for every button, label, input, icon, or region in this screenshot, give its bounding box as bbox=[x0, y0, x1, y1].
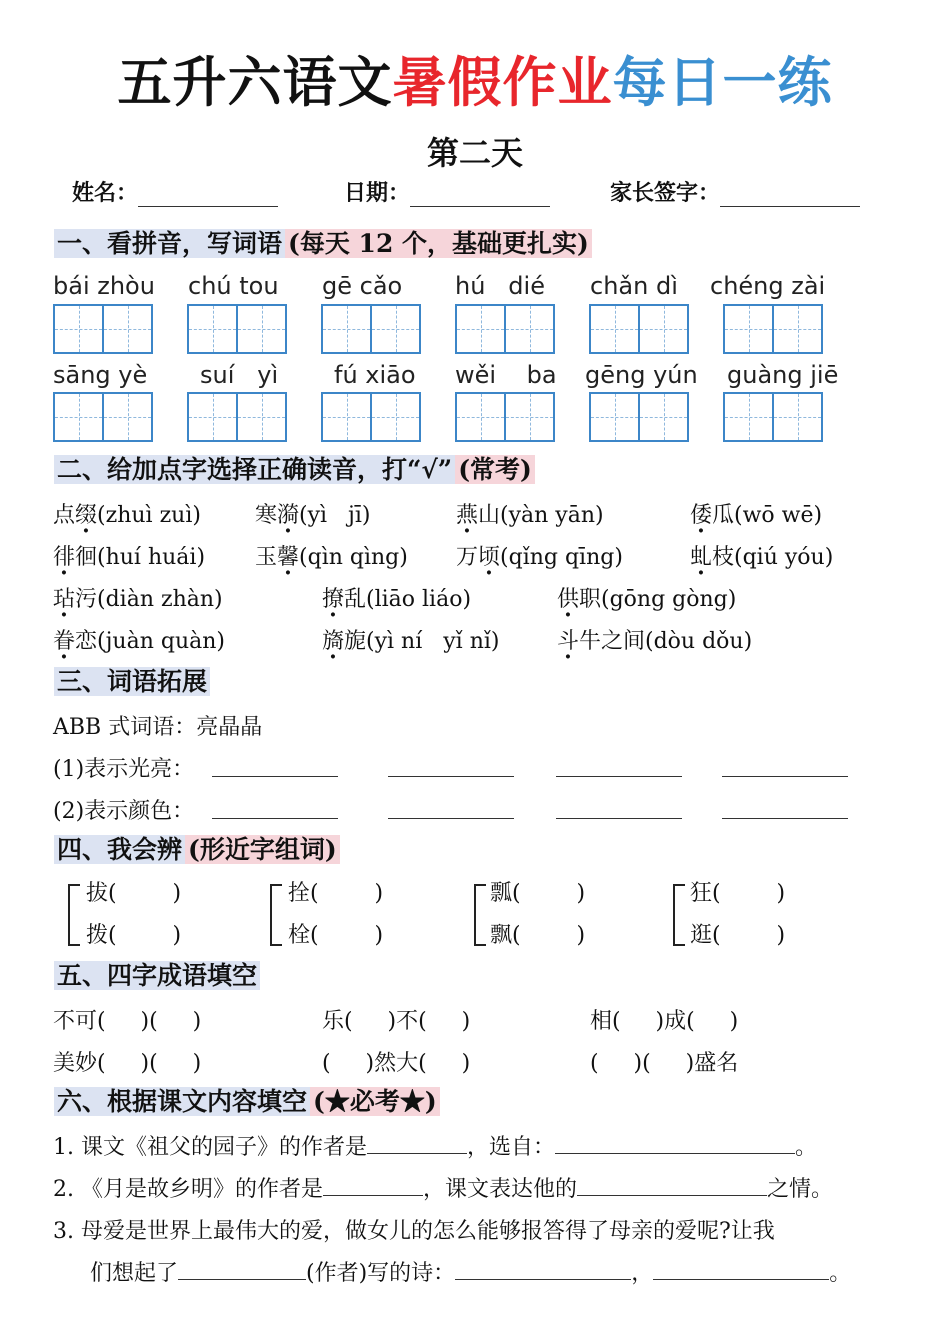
reading-item[interactable] bbox=[456, 540, 623, 571]
writing-grid[interactable] bbox=[53, 304, 153, 354]
section-4-heading bbox=[52, 830, 342, 870]
question-1 bbox=[53, 1130, 817, 1161]
item-options: 牛之间(dòu dǒu) bbox=[579, 629, 753, 654]
writing-grid[interactable] bbox=[455, 392, 555, 442]
poem-line-blank[interactable] bbox=[455, 1259, 631, 1280]
q1-text: 1. 课文《祖父的园子》的作者是 bbox=[53, 1135, 367, 1160]
section-3-title: 三、词语拓展 bbox=[54, 667, 210, 696]
answer-blank[interactable] bbox=[388, 756, 514, 777]
bracket bbox=[474, 884, 486, 946]
reading-item[interactable] bbox=[53, 498, 201, 529]
bracket bbox=[673, 884, 685, 946]
name-label: 姓名： bbox=[72, 180, 139, 206]
reading-item[interactable] bbox=[322, 582, 471, 613]
reading-item[interactable] bbox=[53, 540, 205, 571]
answer-blank[interactable] bbox=[556, 798, 682, 819]
section-2-heading bbox=[52, 450, 537, 490]
name-field[interactable] bbox=[72, 176, 278, 207]
item-options: (yì jī) bbox=[299, 503, 371, 528]
writing-grid[interactable] bbox=[53, 392, 153, 442]
answer-blank[interactable] bbox=[388, 798, 514, 819]
reading-item[interactable] bbox=[322, 624, 500, 655]
pinyin-label: fú xiāo bbox=[334, 361, 416, 389]
dotted-char: 旖 bbox=[322, 629, 345, 654]
feeling-blank[interactable] bbox=[577, 1175, 767, 1196]
reading-item[interactable] bbox=[557, 624, 752, 655]
date-label: 日期： bbox=[344, 180, 411, 206]
pinyin-label: bái zhòu bbox=[53, 272, 155, 300]
dotted-char: 供 bbox=[557, 587, 580, 612]
q2-end: 之情。 bbox=[767, 1177, 834, 1202]
title-part3: 每日一练 bbox=[612, 51, 833, 114]
q2-text-2: ，课文表达他的 bbox=[422, 1177, 577, 1202]
item-options: (zhuì zuì) bbox=[97, 503, 201, 528]
pinyin-label: suí yì bbox=[200, 361, 279, 389]
section-1-title: 一、看拼音，写词语 bbox=[54, 229, 285, 258]
author-blank[interactable] bbox=[323, 1175, 423, 1196]
item-text: 万 bbox=[456, 545, 479, 570]
answer-blank[interactable] bbox=[212, 798, 338, 819]
item-options: 旎(yì ní yǐ nǐ) bbox=[344, 629, 500, 654]
section-5-title: 五、四字成语填空 bbox=[54, 961, 260, 990]
answer-blank[interactable] bbox=[556, 756, 682, 777]
author-blank[interactable] bbox=[367, 1133, 467, 1154]
dotted-char: 玷 bbox=[53, 587, 76, 612]
dotted-char: 徘 bbox=[53, 545, 76, 570]
question-3: 3. 母爱是世界上最伟大的爱，做女儿的怎么能够报答得了母亲的爱呢?让我 bbox=[53, 1219, 775, 1244]
pinyin-label: guàng jiē bbox=[727, 361, 839, 389]
writing-grid[interactable] bbox=[589, 392, 689, 442]
pinyin-label: chú tou bbox=[188, 272, 279, 300]
dotted-char: 撩 bbox=[322, 587, 345, 612]
q3-text: 们想起了 bbox=[90, 1261, 179, 1286]
answer-blank[interactable] bbox=[722, 756, 848, 777]
answer-blank[interactable] bbox=[722, 798, 848, 819]
parent-sign-blank[interactable] bbox=[720, 184, 860, 207]
title-part2: 暑假作业 bbox=[392, 51, 613, 114]
item-options: 污(diàn zhàn) bbox=[75, 587, 223, 612]
writing-grid[interactable] bbox=[723, 392, 823, 442]
section-4-note: (形近字组词) bbox=[185, 835, 340, 864]
pinyin-label: hú dié bbox=[455, 272, 545, 300]
idiom-item[interactable]: 相( )成( ) bbox=[590, 1009, 739, 1034]
char-pair-bottom[interactable]: 栓( ) bbox=[288, 923, 384, 948]
item-options: 职(gōng gòng) bbox=[579, 587, 737, 612]
dotted-char: 斗 bbox=[557, 629, 580, 654]
section-1-heading bbox=[52, 224, 594, 264]
idiom-item[interactable]: 不可( )( ) bbox=[53, 1009, 202, 1034]
q3-comma: ， bbox=[631, 1261, 654, 1286]
reading-item[interactable] bbox=[255, 498, 371, 529]
dotted-char: 缀 bbox=[75, 503, 98, 528]
q1-end: 。 bbox=[795, 1135, 818, 1160]
pinyin-label: gē cǎo bbox=[322, 272, 403, 300]
char-pair-bottom[interactable]: 逛( ) bbox=[690, 923, 786, 948]
idiom-item[interactable]: 乐( )不( ) bbox=[322, 1009, 471, 1034]
color-words-label: (2)表示颜色： bbox=[53, 799, 195, 824]
dotted-char: 虬 bbox=[690, 545, 713, 570]
reading-item[interactable] bbox=[690, 540, 833, 571]
parent-sign-label: 家长签字： bbox=[610, 180, 721, 206]
author-blank[interactable] bbox=[178, 1259, 306, 1280]
dotted-char: 漪 bbox=[277, 503, 300, 528]
q2-text: 2. 《月是故乡明》的作者是 bbox=[53, 1177, 323, 1202]
writing-grid[interactable] bbox=[321, 304, 421, 354]
section-2-note: (常考) bbox=[455, 455, 535, 484]
pinyin-label: chéng zài bbox=[710, 272, 826, 300]
date-field[interactable] bbox=[344, 176, 550, 207]
dotted-char: 燕 bbox=[456, 503, 479, 528]
page-title bbox=[0, 40, 950, 117]
reading-item[interactable] bbox=[690, 498, 822, 529]
section-1-note: (每天 12 个，基础更扎实) bbox=[285, 229, 592, 258]
writing-grid[interactable] bbox=[589, 304, 689, 354]
item-options: (qìn qìng) bbox=[299, 545, 408, 570]
name-blank[interactable] bbox=[138, 184, 278, 207]
dotted-char: 顷 bbox=[478, 545, 501, 570]
pinyin-label: chǎn dì bbox=[590, 272, 678, 300]
source-blank[interactable] bbox=[555, 1133, 795, 1154]
item-options: 枝(qiú yóu) bbox=[712, 545, 834, 570]
section-6-title: 六、根据课文内容填空 bbox=[54, 1087, 310, 1116]
reading-item[interactable] bbox=[53, 624, 225, 655]
bracket bbox=[68, 884, 80, 946]
char-pair-top[interactable]: 瓢( ) bbox=[490, 881, 586, 906]
idiom-item[interactable]: ( )然大( ) bbox=[322, 1051, 471, 1076]
section-5-heading bbox=[52, 956, 262, 996]
question-3-cont bbox=[90, 1256, 851, 1287]
idiom-item[interactable]: 美妙( )( ) bbox=[53, 1051, 202, 1076]
title-part1: 五升六语文 bbox=[117, 51, 393, 114]
writing-grid[interactable] bbox=[321, 392, 421, 442]
dotted-char: 倭 bbox=[690, 503, 713, 528]
writing-grid[interactable] bbox=[187, 392, 287, 442]
item-options: 山(yàn yān) bbox=[478, 503, 604, 528]
bracket bbox=[270, 884, 282, 946]
q3-end: 。 bbox=[829, 1261, 852, 1286]
abb-example: ABB 式词语：亮晶晶 bbox=[53, 715, 263, 740]
char-pair-bottom[interactable]: 飘( ) bbox=[490, 923, 586, 948]
char-pair-top[interactable]: 拴( ) bbox=[288, 881, 384, 906]
section-3-heading bbox=[52, 662, 212, 702]
char-pair-top[interactable]: 狂( ) bbox=[690, 881, 786, 906]
dotted-char: 馨 bbox=[277, 545, 300, 570]
item-text: 玉 bbox=[255, 545, 278, 570]
section-6-heading bbox=[52, 1082, 442, 1122]
q1-text-2: ，选自： bbox=[466, 1135, 555, 1160]
answer-blank[interactable] bbox=[212, 756, 338, 777]
q3-text-2: (作者)写的诗： bbox=[306, 1261, 456, 1286]
question-2 bbox=[53, 1172, 833, 1203]
pinyin-label: sāng yè bbox=[53, 361, 148, 389]
char-pair-bottom[interactable]: 拨( ) bbox=[86, 923, 182, 948]
item-options: (qǐng qīng) bbox=[500, 545, 623, 570]
bright-words-label: (1)表示光亮： bbox=[53, 757, 195, 782]
reading-item[interactable] bbox=[53, 582, 223, 613]
section-2-title: 二、给加点字选择正确读音，打“√” bbox=[54, 455, 455, 484]
idiom-item[interactable]: ( )( )盛名 bbox=[590, 1051, 739, 1076]
item-options: 瓜(wō wē) bbox=[712, 503, 823, 528]
reading-item[interactable] bbox=[255, 540, 408, 571]
poem-line-blank[interactable] bbox=[653, 1259, 829, 1280]
item-options: 乱(liāo liáo) bbox=[344, 587, 472, 612]
date-blank[interactable] bbox=[410, 184, 550, 207]
section-6-note: (★必考★) bbox=[310, 1087, 440, 1116]
writing-grid[interactable] bbox=[723, 304, 823, 354]
parent-sign-field[interactable] bbox=[610, 176, 860, 207]
pinyin-label: wěi ba bbox=[455, 361, 557, 389]
dotted-char: 眷 bbox=[53, 629, 76, 654]
reading-item[interactable] bbox=[456, 498, 604, 529]
writing-grid[interactable] bbox=[187, 304, 287, 354]
writing-grid[interactable] bbox=[455, 304, 555, 354]
pinyin-label: gēng yún bbox=[585, 361, 698, 389]
item-text: 寒 bbox=[255, 503, 278, 528]
item-text: 点 bbox=[53, 503, 76, 528]
char-pair-top[interactable]: 拔( ) bbox=[86, 881, 182, 906]
day-subtitle: 第二天 bbox=[426, 134, 523, 172]
item-options: 徊(huí huái) bbox=[75, 545, 206, 570]
reading-item[interactable] bbox=[557, 582, 736, 613]
item-options: 恋(juàn quàn) bbox=[75, 629, 225, 654]
section-4-title: 四、我会辨 bbox=[54, 835, 185, 864]
